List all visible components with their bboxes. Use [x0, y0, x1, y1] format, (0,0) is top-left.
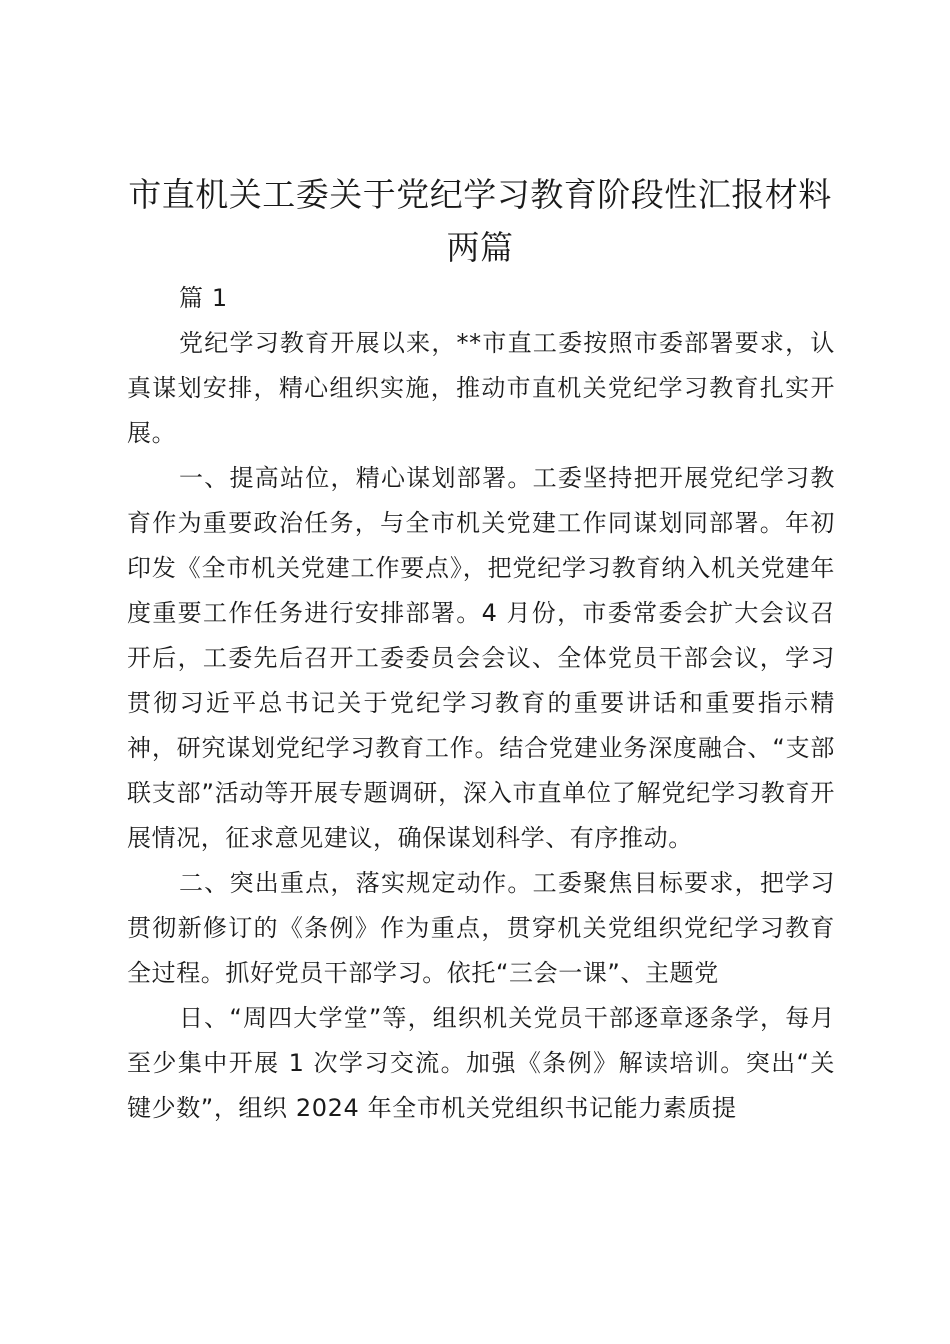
paragraph-intro: 党纪学习教育开展以来，**市直工委按照市委部署要求，认真谋划安排，精心组织实施，推动市直机关党纪学习教育扎实开展。: [127, 329, 835, 447]
paragraph-section-one: 一、提高站位，精心谋划部署。工委坚持把开展党纪学习教育作为重要政治任务，与全市机关党建工作同谋划同部署。年初印发《全市机关党建工作要点》，把党纪学习教育纳入机关党建年度重要工作任务进行安排部署。4 月份，市委常委会扩大会议召开后，工委先后召开工委委员会会议、全体党员干部会议，学习贯彻习近平总书记关于党纪学习教育的重要讲话和重要指示精神，研究谋划党纪学习教育工作。结合党建业务深度融合、“支部联支部”活动等开展专题调研，深入市直单位了解党纪学习教育开展情况，征求意见建议，确保谋划科学、有序推动。: [127, 464, 835, 852]
document-title: 市直机关工委关于党纪学习教育阶段性汇报材料两篇: [128, 175, 832, 267]
section-label: 篇 1: [179, 284, 228, 312]
paragraph-continuation: 日、“周四大学堂”等，组织机关党员干部逐章逐条学，每月至少集中开展 1 次学习交流。加强《条例》解读培训。突出“关键少数”，组织 2024 年全市机关党组织书记能力素质提: [127, 1004, 835, 1122]
paragraph-section-two: 二、突出重点，落实规定动作。工委聚焦目标要求，把学习贯彻新修订的《条例》作为重点，贯穿机关党组织党纪学习教育全过程。抓好党员干部学习。依托“三会一课”、主题党: [127, 869, 835, 987]
document-body: [127, 276, 835, 1131]
